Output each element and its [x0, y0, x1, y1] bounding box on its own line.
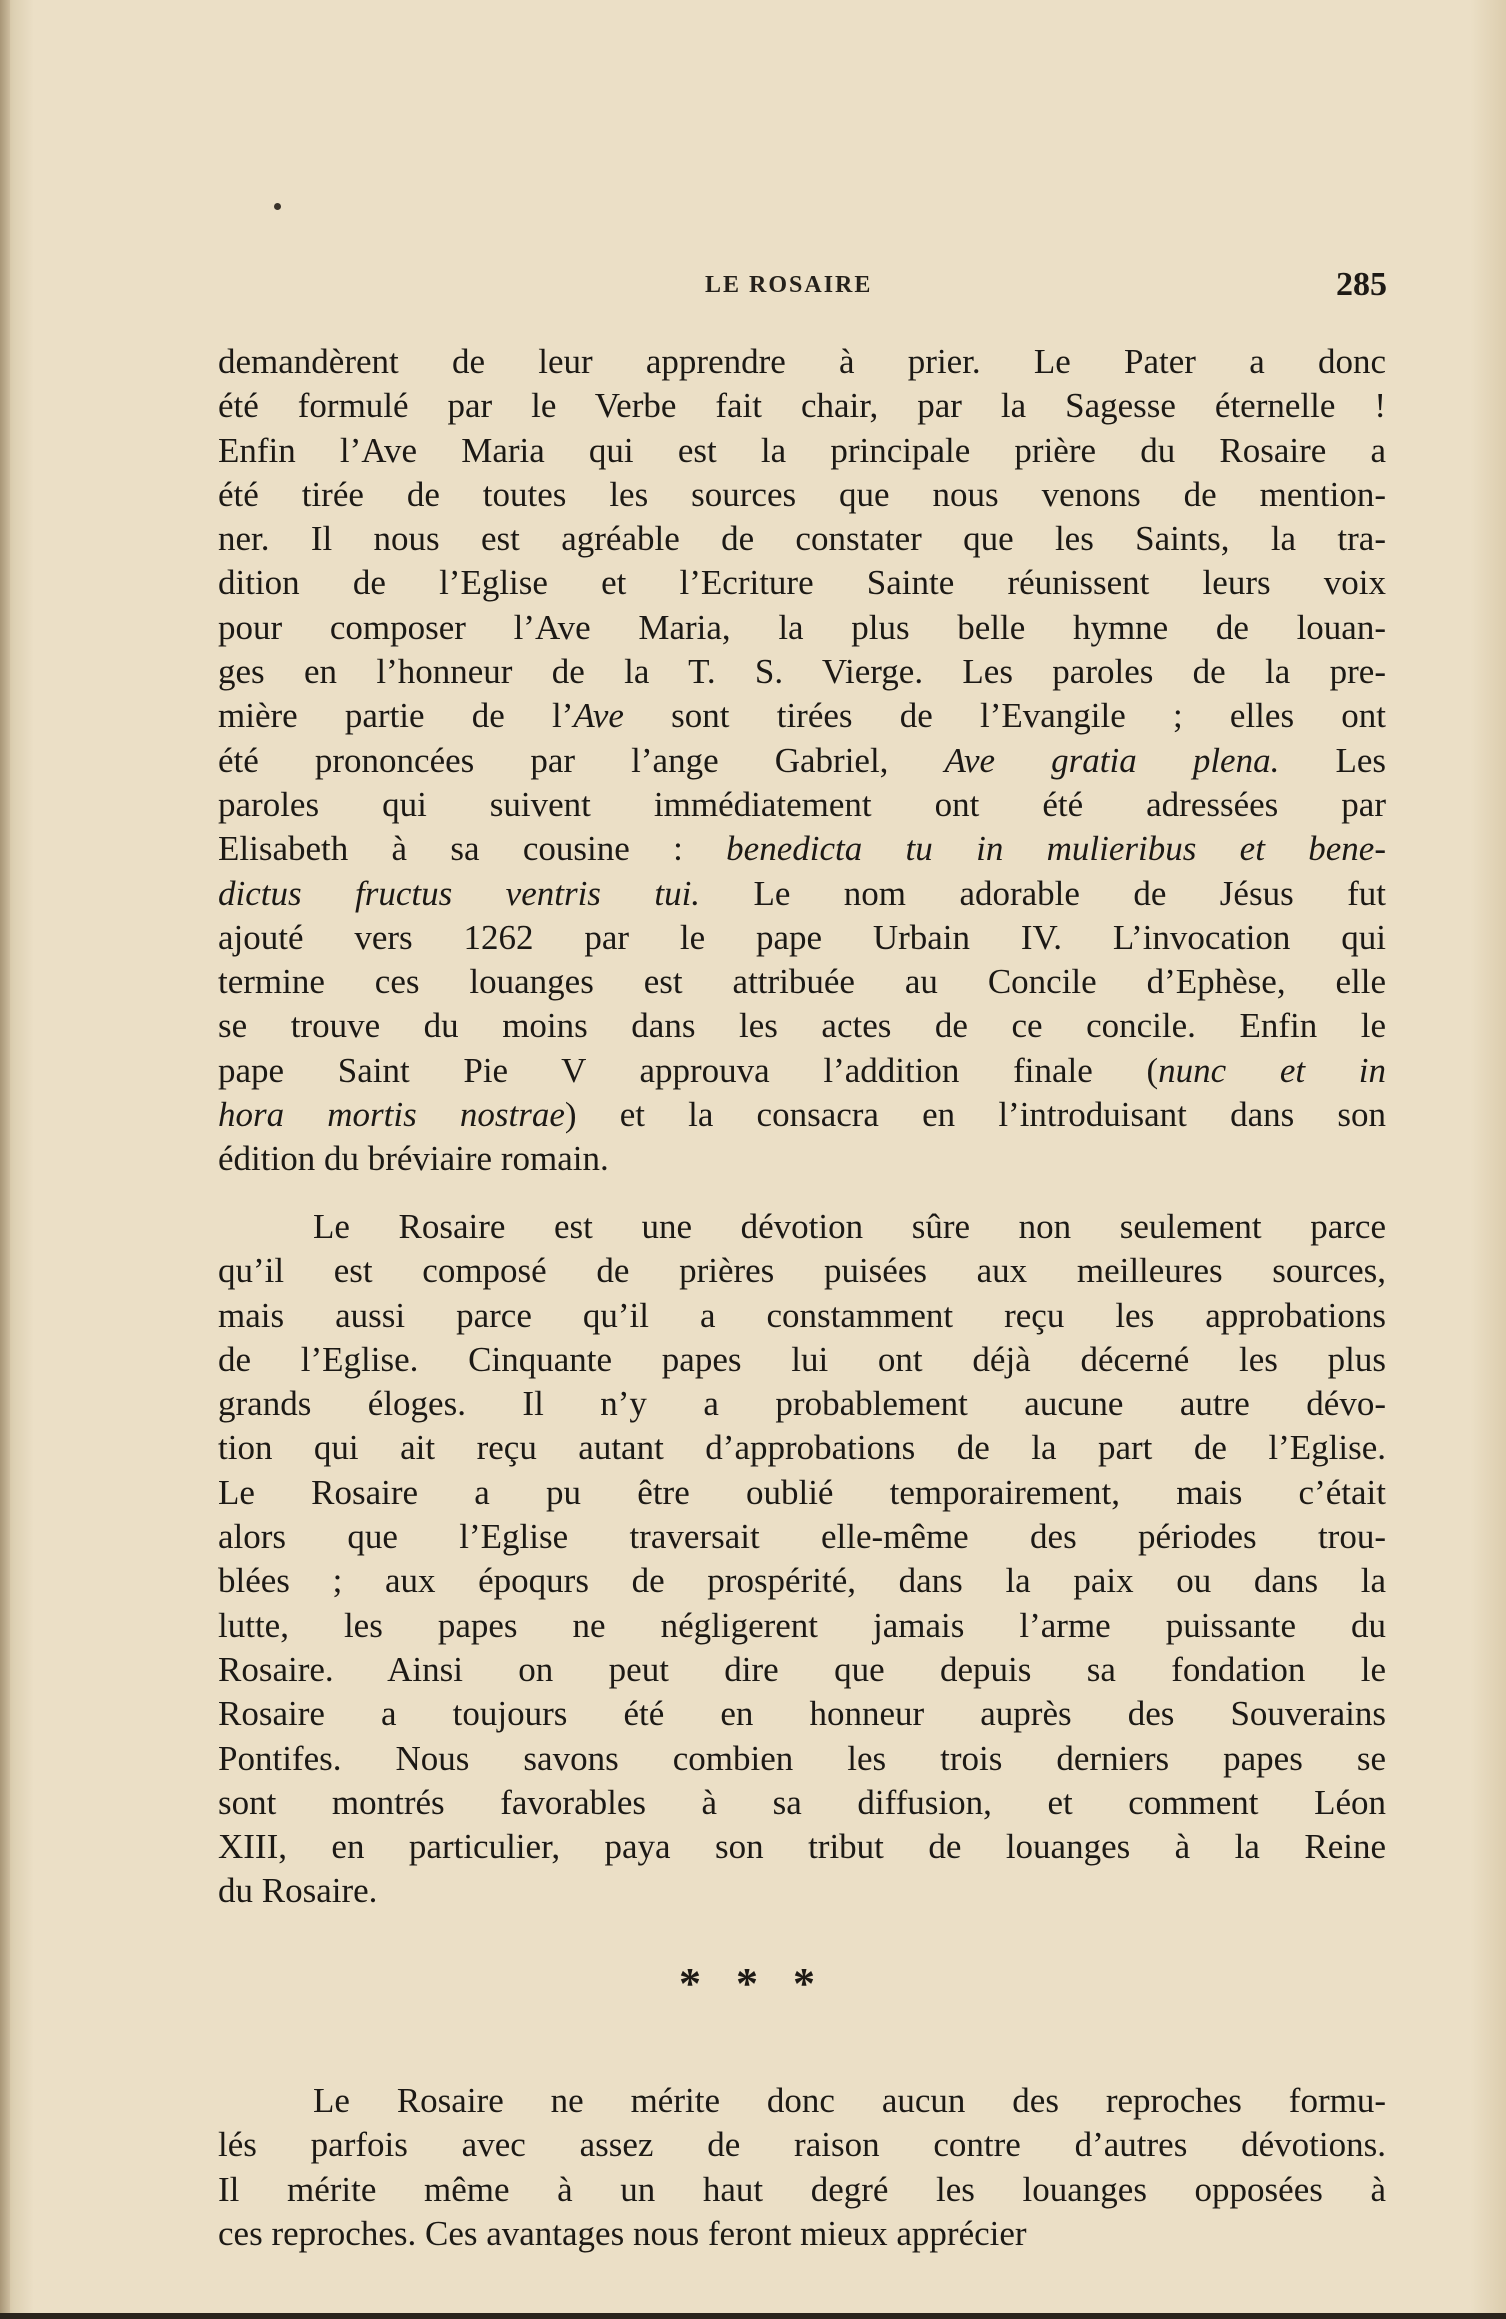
text-line: Rosaire. Ainsi on peut dire que depuis sa fondation le	[218, 1649, 1386, 1689]
latin-quotation: hora mortis nostrae	[218, 1095, 565, 1135]
text-line: pour composer l’Ave Maria, la plus belle hymne de louan-	[218, 607, 1386, 647]
text-segment: pape Saint Pie V approuva l’addition finale (	[218, 1050, 1159, 1090]
text-line: se trouve du moins dans les actes de ce concile. Enfin le	[218, 1006, 1386, 1046]
text-line: Enfin l’Ave Maria qui est la principale prière du Rosaire a	[218, 430, 1386, 470]
text-line: été formulé par le Verbe fait chair, par la Sagesse éternelle !	[218, 386, 1386, 426]
page-bottom-edge	[0, 2313, 1506, 2319]
text-line	[218, 739, 1386, 783]
running-head: LE ROSAIRE	[705, 272, 873, 298]
paragraph-1	[218, 340, 1386, 1182]
text-line: sont montrés favorables à sa diffusion, et comment Léon	[218, 1782, 1386, 1822]
text-segment: ) et la consacra en l’introduisant dans son	[564, 1095, 1386, 1135]
text-line: Pontifes. Nous savons combien les trois derniers papes se	[218, 1738, 1386, 1778]
text-line: édition du bréviaire romain.	[218, 1139, 609, 1179]
text-line: lutte, les papes ne négligerent jamais l’arme puissante du	[218, 1605, 1386, 1645]
latin-quotation: nunc et in	[1158, 1050, 1386, 1090]
latin-quotation: dictus fructus ventris tui.	[218, 873, 701, 913]
text-line: grands éloges. Il n’y a probablement aucune autre dévo-	[218, 1384, 1386, 1424]
text-line	[218, 1049, 1386, 1093]
text-segment: mière partie de l’	[218, 696, 574, 736]
text-line: termine ces louanges est attribuée au Concile d’Ephèse, elle	[218, 962, 1386, 1002]
text-segment: sont tirées de l’Evangile ; elles ont	[623, 696, 1386, 736]
text-line: ges en l’honneur de la T. S. Vierge. Les paroles de la pre-	[218, 652, 1386, 692]
text-line	[218, 827, 1386, 871]
text-segment: Les	[1279, 740, 1386, 780]
page-number: 285	[1336, 266, 1387, 303]
text-line: ajouté vers 1262 par le pape Urbain IV. L’invocation qui	[218, 917, 1386, 957]
text-line: Le Rosaire est une dévotion sûre non seulement parce	[313, 1207, 1386, 1246]
latin-quotation: Ave gratia plena.	[944, 740, 1280, 780]
paragraph-3	[218, 2079, 1386, 2256]
section-separator: * * *	[679, 1959, 827, 2008]
text-line: Il mérite même à un haut degré les louanges opposées à	[218, 2169, 1386, 2209]
paragraph-2	[218, 1205, 1386, 1914]
text-line: lés parfois avec assez de raison contre d’autres dévotions.	[218, 2125, 1386, 2165]
latin-quotation: Ave	[573, 696, 624, 736]
text-line: été tirée de toutes les sources que nous venons de mention-	[218, 474, 1386, 514]
text-line: ces reproches. Ces avantages nous feront mieux apprécier	[218, 2213, 1027, 2253]
text-segment: Elisabeth à sa cousine :	[218, 829, 727, 869]
text-line: Le Rosaire a pu être oublié temporairement, mais c’était	[218, 1472, 1386, 1512]
text-line: Le Rosaire ne mérite donc aucun des reproches formu-	[313, 2081, 1386, 2120]
text-line: ner. Il nous est agréable de constater que les Saints, la tra-	[218, 519, 1386, 559]
text-line: demandèrent de leur apprendre à prier. Le Pater a donc	[218, 342, 1386, 381]
text-segment: Le nom adorable de Jésus fut	[700, 873, 1386, 913]
text-line: Rosaire a toujours été en honneur auprès des Souverains	[218, 1694, 1386, 1734]
text-line	[218, 872, 1386, 916]
text-line: tion qui ait reçu autant d’approbations de la part de l’Eglise.	[218, 1428, 1386, 1468]
text-line: de l’Eglise. Cinquante papes lui ont déjà décerné les plus	[218, 1339, 1386, 1379]
latin-quotation: benedicta tu in mulieribus et bene-	[726, 829, 1386, 869]
text-line: paroles qui suivent immédiatement ont été adressées par	[218, 784, 1386, 824]
ink-speck	[274, 203, 281, 210]
text-line: qu’il est composé de prières puisées aux meilleures sources,	[218, 1251, 1386, 1291]
text-line: XIII, en particulier, paya son tribut de louanges à la Reine	[218, 1827, 1386, 1867]
text-line	[218, 1093, 1386, 1137]
text-line: mais aussi parce qu’il a constamment reçu les approbations	[218, 1295, 1386, 1335]
text-line	[218, 694, 1386, 738]
text-line: dition de l’Eglise et l’Ecriture Sainte réunissent leurs voix	[218, 563, 1386, 603]
text-line: blées ; aux époqurs de prospérité, dans la paix ou dans la	[218, 1561, 1386, 1601]
text-line: du Rosaire.	[218, 1871, 378, 1911]
text-line: alors que l’Eglise traversait elle-même des périodes trou-	[218, 1517, 1386, 1557]
text-segment: été prononcées par l’ange Gabriel,	[218, 740, 945, 780]
